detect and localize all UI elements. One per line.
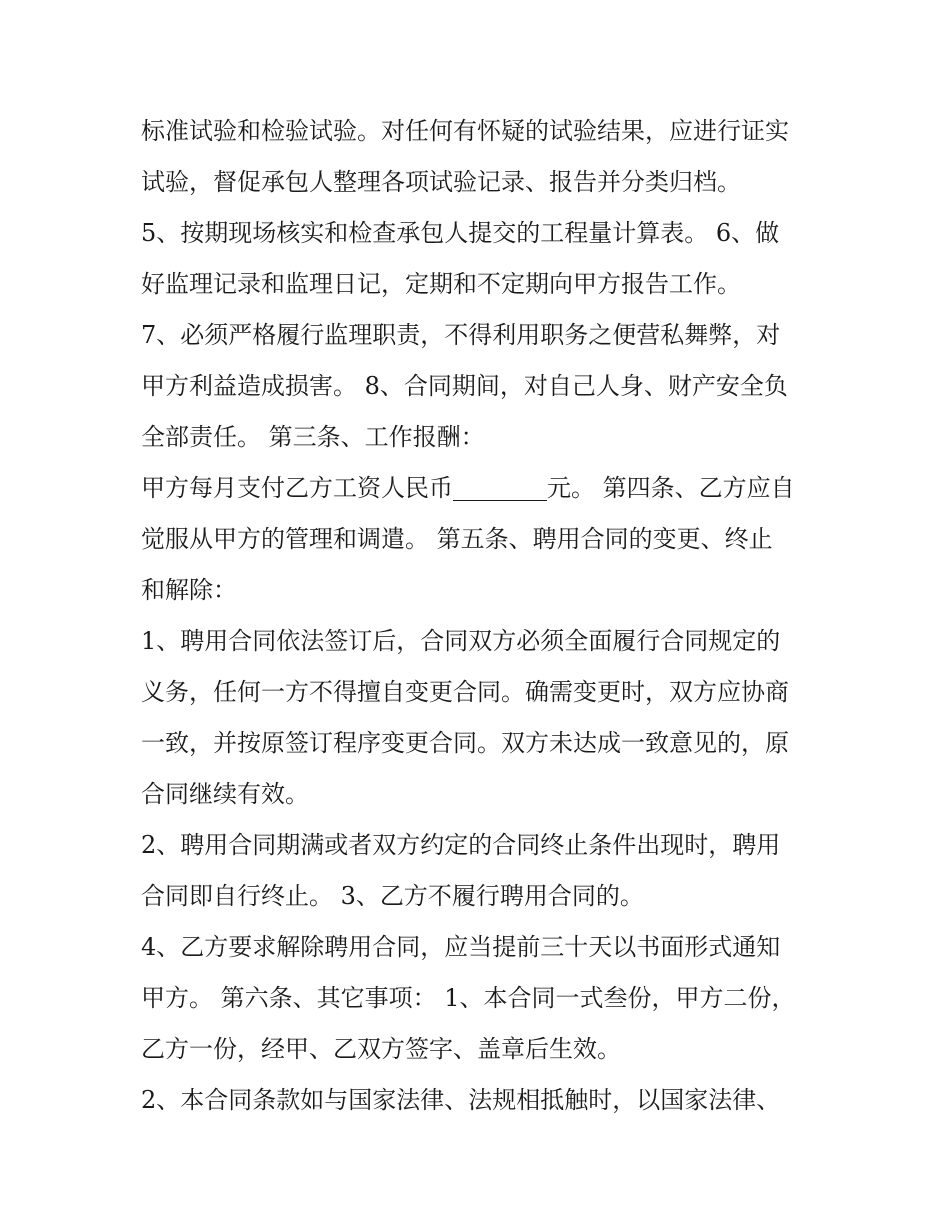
paragraph-line: 义务，任何一方不得擅自变更合同。确需变更时，双方应协商 (141, 678, 789, 706)
paragraph-line: 觉服从甲方的管理和调遣。 第五条、聘用合同的变更、终止 (141, 525, 773, 553)
paragraph-line: 甲方利益造成损害。 8、合同期间，对自己人身、财产安全负 (141, 372, 788, 400)
paragraph-line: 一致，并按原签订程序变更合同。双方未达成一致意见的，原 (141, 729, 789, 757)
paragraph-line: 2、本合同条款如与国家法律、法规相抵触时，以国家法律、 (141, 1086, 781, 1114)
salary-blank-field (453, 476, 547, 501)
salary-line (141, 463, 821, 514)
paragraph-line: 4、乙方要求解除聘用合同，应当提前三十天以书面形式通知 (141, 933, 781, 961)
contract-text (141, 106, 821, 1126)
paragraph-line: 2、聘用合同期满或者双方约定的合同终止条件出现时，聘用 (141, 831, 781, 859)
paragraph-line: 乙方一份，经甲、乙双方签字、盖章后生效。 (141, 1035, 621, 1063)
paragraph-line: 合同继续有效。 (141, 780, 309, 808)
paragraph-line: 5、按期现场核实和检查承包人提交的工程量计算表。 6、做 (141, 219, 780, 247)
paragraph-line: 标准试验和检验试验。对任何有怀疑的试验结果，应进行证实 (141, 117, 789, 145)
paragraph-line: 好监理记录和监理日记，定期和不定期向甲方报告工作。 (141, 270, 741, 298)
paragraph-line: 7、必须严格履行监理职责，不得利用职务之便营私舞弊，对 (141, 321, 781, 349)
salary-text-after: 元。 第四条、乙方应自 (547, 474, 795, 502)
paragraph-line: 甲方。 第六条、其它事项： 1、本合同一式叁份，甲方二份， (141, 984, 796, 1012)
salary-text-before: 甲方每月支付乙方工资人民币 (141, 474, 453, 502)
paragraph-line: 合同即自行终止。 3、乙方不履行聘用合同的。 (141, 882, 644, 910)
paragraph-line: 全部责任。 第三条、工作报酬： (141, 423, 485, 451)
paragraph-line: 和解除： (141, 576, 237, 604)
paragraph-line: 试验，督促承包人整理各项试验记录、报告并分类归档。 (141, 168, 741, 196)
paragraph-line: 1、聘用合同依法签订后，合同双方必须全面履行合同规定的 (141, 627, 781, 655)
